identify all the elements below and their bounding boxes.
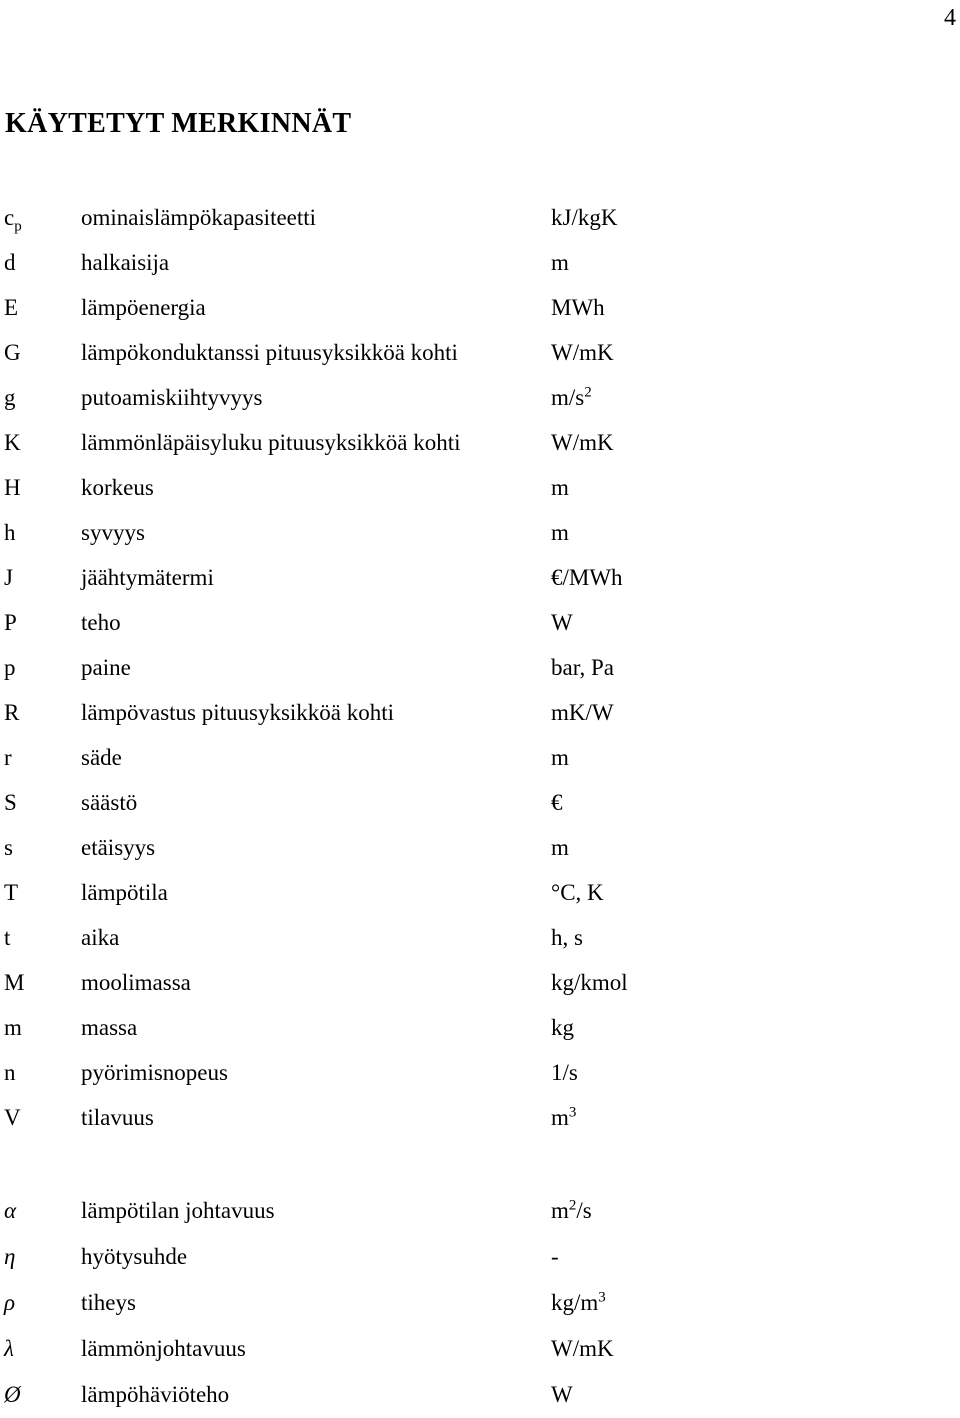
symbol-unit	[551, 960, 628, 1005]
symbol-description: etäisyys	[81, 835, 156, 860]
symbol	[4, 285, 18, 330]
symbol	[4, 1050, 16, 1095]
symbol-unit	[551, 510, 569, 555]
symbol-unit	[551, 330, 614, 375]
symbol-text: g	[4, 385, 16, 410]
symbol-unit	[551, 1326, 614, 1372]
symbol	[4, 1095, 21, 1140]
symbol-unit	[551, 1005, 574, 1050]
symbol-row	[0, 690, 960, 735]
symbol-text: T	[4, 880, 19, 905]
symbol-description: ominaislämpökapasiteetti	[81, 205, 317, 230]
symbol-unit	[551, 240, 569, 285]
symbol-unit	[551, 375, 592, 420]
symbol	[4, 240, 16, 285]
symbol-description: moolimassa	[81, 970, 191, 995]
symbol-text: h	[4, 520, 16, 545]
symbol	[4, 735, 12, 780]
unit-text: W/mK	[551, 1336, 614, 1361]
symbol-row	[0, 1005, 960, 1050]
symbol-row	[0, 645, 960, 690]
symbol-description: tilavuus	[81, 1105, 154, 1130]
unit-text: kg	[551, 1015, 574, 1040]
unit-text: kJ/kgK	[551, 205, 618, 230]
unit-text: kg/kmol	[551, 970, 628, 995]
symbol-text: m	[4, 1015, 22, 1040]
symbol-description: lämpökonduktanssi pituusyksikköä kohti	[81, 340, 458, 365]
symbol-unit	[551, 1372, 573, 1418]
unit-text: €	[551, 790, 563, 815]
unit-text: m	[551, 1198, 569, 1223]
symbol-row	[0, 1372, 960, 1418]
symbol-text: Ø	[4, 1382, 21, 1407]
unit-text: €/MWh	[551, 565, 623, 590]
symbol-unit	[551, 735, 569, 780]
unit-text: W	[551, 1382, 573, 1407]
symbol-text: p	[4, 655, 16, 680]
symbol-description: lämmönjohtavuus	[81, 1336, 246, 1361]
unit-superscript: 2	[568, 1197, 577, 1214]
unit-text: m	[551, 250, 569, 275]
unit-text: W/mK	[551, 340, 614, 365]
unit-text: m	[551, 475, 569, 500]
symbol-unit	[551, 1234, 559, 1280]
symbol-row	[0, 465, 960, 510]
symbol-row	[0, 1050, 960, 1095]
symbol	[4, 510, 16, 555]
symbol-text: r	[4, 745, 12, 770]
symbol	[4, 1234, 15, 1280]
symbol-unit	[551, 195, 617, 240]
greek-symbol-list	[0, 1188, 960, 1418]
symbol-unit	[551, 1280, 606, 1326]
symbol-text: λ	[4, 1336, 14, 1361]
unit-text: °C, K	[551, 880, 604, 905]
unit-text: -	[551, 1244, 559, 1269]
symbol-row	[0, 1095, 960, 1140]
symbol-description: pyörimisnopeus	[81, 1060, 228, 1085]
symbol	[4, 1280, 15, 1326]
symbol-unit	[551, 780, 563, 825]
symbol-unit	[551, 420, 614, 465]
symbol-text: c	[4, 205, 15, 230]
symbol-description: lämpötilan johtavuus	[81, 1198, 275, 1223]
symbol	[4, 870, 18, 915]
symbol-description: korkeus	[81, 475, 154, 500]
symbol-unit	[551, 555, 623, 600]
symbol-row	[0, 1326, 960, 1372]
symbol-row	[0, 555, 960, 600]
symbol-unit	[551, 1188, 592, 1234]
symbol-unit	[551, 825, 569, 870]
symbol-unit	[551, 915, 583, 960]
unit-superscript: 2	[584, 384, 592, 401]
symbol-description: massa	[81, 1015, 138, 1040]
symbol	[4, 1372, 21, 1418]
symbol-row	[0, 960, 960, 1005]
symbol-description: lämmönläpäisyluku pituusyksikköä kohti	[81, 430, 461, 455]
unit-text: 1/s	[551, 1060, 578, 1085]
page-title: KÄYTETYT MERKINNÄT	[5, 108, 352, 139]
unit-text: h, s	[551, 925, 583, 950]
symbol-text: M	[4, 970, 25, 995]
symbol-text: α	[4, 1198, 17, 1223]
symbol	[4, 825, 13, 870]
symbol-text: d	[4, 250, 16, 275]
unit-text: W/mK	[551, 430, 614, 455]
symbol-unit	[551, 465, 569, 510]
unit-text: m	[551, 835, 569, 860]
symbol-description: säästö	[81, 790, 138, 815]
symbol-description: tiheys	[81, 1290, 136, 1315]
symbol-text: K	[4, 430, 21, 455]
symbol-description: lämpöhäviöteho	[81, 1382, 230, 1407]
symbol-text: V	[4, 1105, 21, 1130]
symbol-description: aika	[81, 925, 120, 950]
symbol-row	[0, 600, 960, 645]
symbol-unit	[551, 1095, 576, 1140]
symbol	[4, 375, 16, 420]
symbol-description: säde	[81, 745, 122, 770]
symbol-text: G	[4, 340, 21, 365]
symbol-row	[0, 1280, 960, 1326]
symbol-text: n	[4, 1060, 16, 1085]
symbol-text: E	[4, 295, 19, 320]
symbol-row	[0, 825, 960, 870]
symbol-row	[0, 510, 960, 555]
unit-text: MWh	[551, 295, 605, 320]
symbol-row	[0, 1234, 960, 1280]
symbol-description: lämpövastus pituusyksikköä kohti	[81, 700, 395, 725]
symbol-description: teho	[81, 610, 121, 635]
symbol-unit	[551, 645, 614, 690]
symbol-row	[0, 285, 960, 330]
symbol-description: syvyys	[81, 520, 145, 545]
symbol	[4, 1188, 16, 1234]
unit-text: W	[551, 610, 573, 635]
symbol-description: jäähtymätermi	[81, 565, 214, 590]
unit-suffix: /s	[576, 1198, 592, 1223]
symbol-row	[0, 870, 960, 915]
unit-text: m	[551, 1105, 569, 1130]
symbol-text: H	[4, 475, 21, 500]
symbol-row	[0, 195, 960, 240]
unit-text: bar, Pa	[551, 655, 614, 680]
symbol-text: t	[4, 925, 11, 950]
unit-text: m/s	[551, 385, 585, 410]
unit-text: kg/m	[551, 1290, 599, 1315]
symbol	[4, 780, 17, 825]
symbol-text: s	[4, 835, 13, 860]
symbol-unit	[551, 1050, 578, 1095]
latin-symbol-list	[0, 195, 960, 1140]
symbol-description: putoamiskiihtyvyys	[81, 385, 263, 410]
symbol	[4, 600, 17, 645]
symbol-description: lämpötila	[81, 880, 168, 905]
symbol-row	[0, 330, 960, 375]
symbol	[4, 690, 19, 735]
symbol-text: S	[4, 790, 17, 815]
symbol-description: hyötysuhde	[81, 1244, 188, 1269]
symbol-unit	[551, 690, 614, 735]
unit-text: m	[551, 520, 569, 545]
symbol	[4, 960, 24, 1005]
unit-superscript: 3	[568, 1104, 577, 1121]
symbol-description: lämpöenergia	[81, 295, 206, 320]
symbol	[4, 1326, 14, 1372]
symbol	[4, 195, 22, 240]
symbol-text: η	[4, 1244, 16, 1269]
symbol-text: P	[4, 610, 17, 635]
symbol-subscript: p	[14, 218, 22, 235]
symbol	[4, 645, 16, 690]
symbol	[4, 330, 21, 375]
symbol-unit	[551, 600, 573, 645]
symbol	[4, 465, 21, 510]
unit-superscript: 3	[598, 1289, 606, 1306]
symbol-text: J	[4, 565, 13, 590]
symbol-text: ρ	[4, 1290, 16, 1315]
page-number: 4	[944, 5, 956, 31]
symbol-description: halkaisija	[81, 250, 170, 275]
unit-text: mK/W	[551, 700, 614, 725]
symbol-text: R	[4, 700, 20, 725]
symbol-unit	[551, 285, 605, 330]
symbol-unit	[551, 870, 604, 915]
symbol-row	[0, 375, 960, 420]
symbol-row	[0, 1188, 960, 1234]
symbol-row	[0, 735, 960, 780]
symbol	[4, 915, 10, 960]
symbol	[4, 1005, 22, 1050]
unit-text: m	[551, 745, 569, 770]
symbol	[4, 420, 21, 465]
symbol-row	[0, 915, 960, 960]
symbol-row	[0, 780, 960, 825]
symbol-description: paine	[81, 655, 131, 680]
symbol-row	[0, 240, 960, 285]
symbol	[4, 555, 13, 600]
symbol-row	[0, 420, 960, 465]
